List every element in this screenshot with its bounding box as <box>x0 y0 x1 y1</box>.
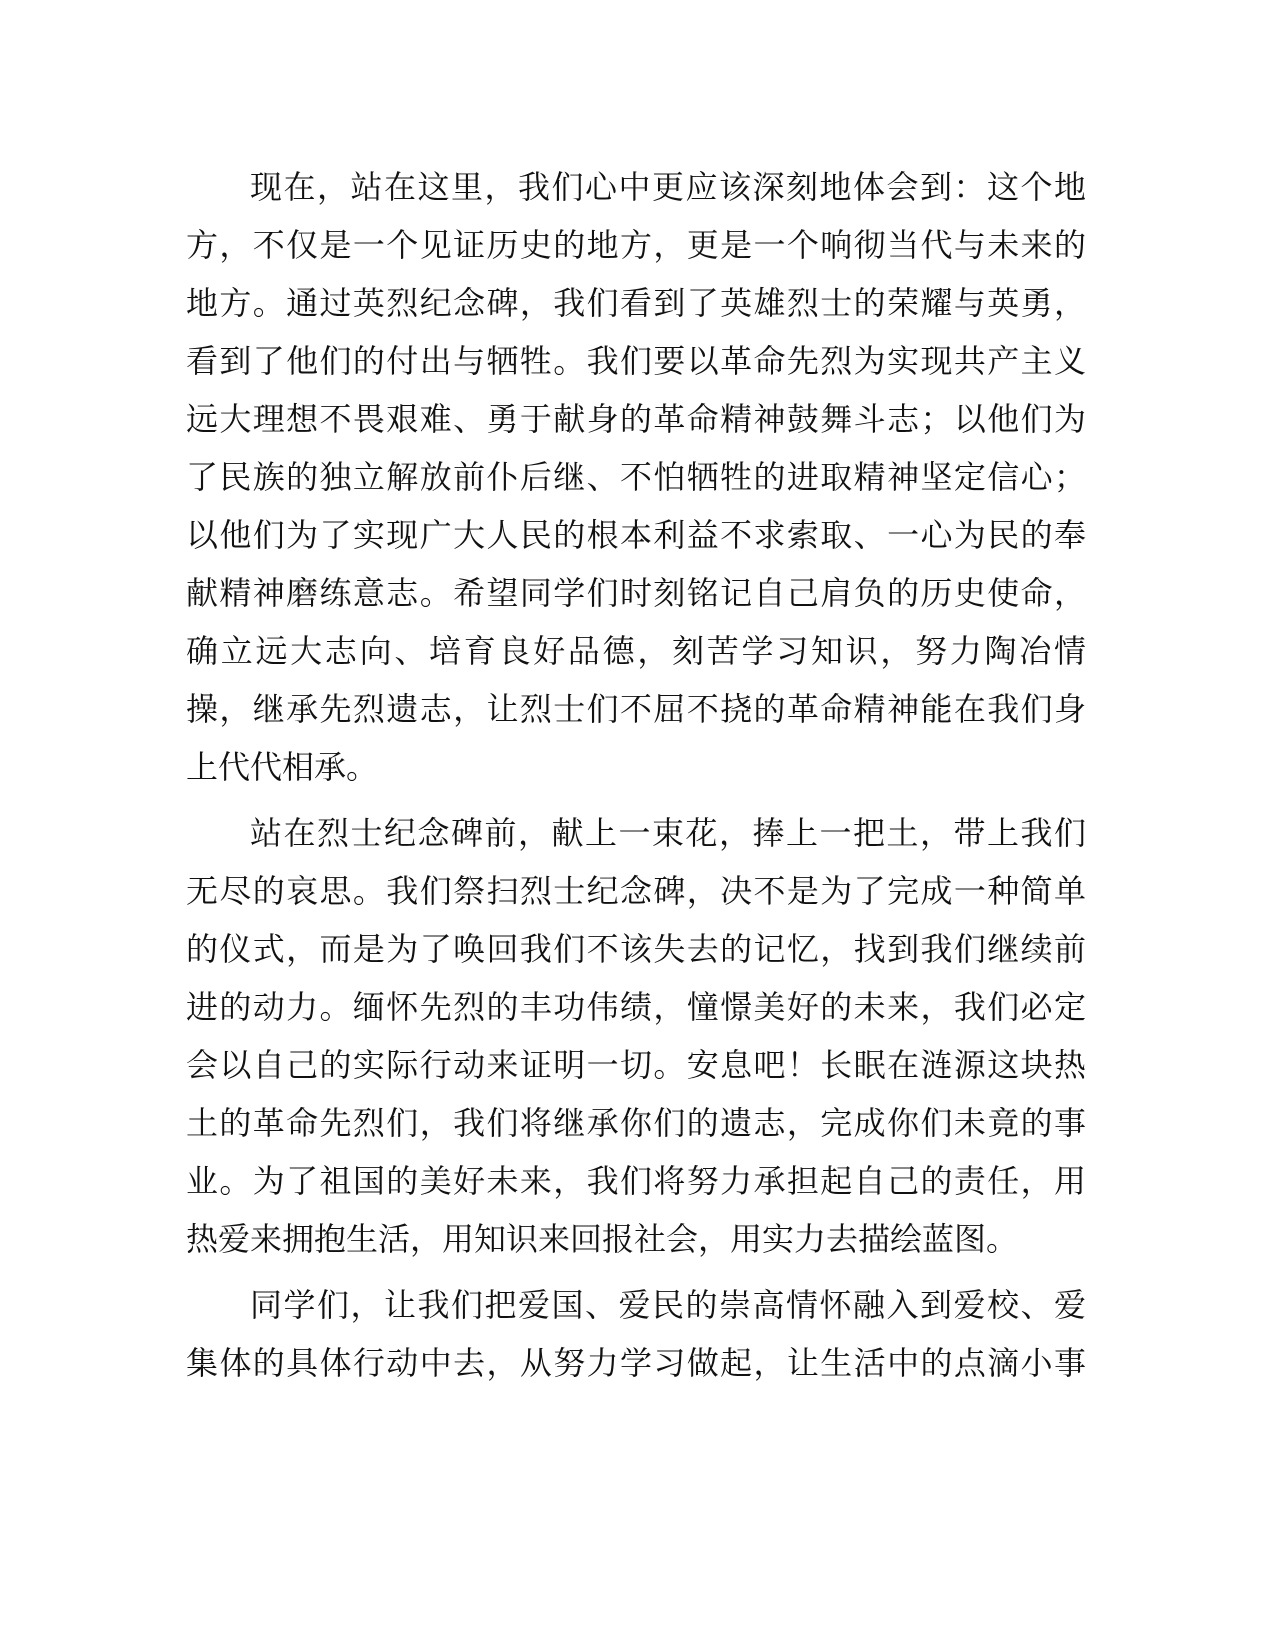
text-line: 的仪式，而是为了唤回我们不该失去的记忆，找到我们继续前 <box>186 930 1086 968</box>
text-line: 以他们为了实现广大人民的根本利益不求索取、一心为民的奉 <box>186 516 1086 554</box>
text-line: 热爱来拥抱生活，用知识来回报社会，用实力去描绘蓝图。 <box>186 1220 1019 1258</box>
text-line: 土的革命先烈们，我们将继承你们的遗志，完成你们未竟的事 <box>186 1104 1086 1142</box>
text-line: 同学们，让我们把爱国、爱民的崇高情怀融入到爱校、爱 <box>250 1286 1086 1324</box>
text-line: 确立远大志向、培育良好品德，刻苦学习知识，努力陶冶情 <box>186 632 1086 670</box>
text-line: 操，继承先烈遗志，让烈士们不屈不挠的革命精神能在我们身 <box>186 690 1086 728</box>
text-line: 业。为了祖国的美好未来，我们将努力承担起自己的责任，用 <box>186 1162 1086 1200</box>
text-line: 献精神磨练意志。希望同学们时刻铭记自己肩负的历史使命， <box>186 574 1086 612</box>
text-line: 现在，站在这里，我们心中更应该深刻地体会到：这个地 <box>250 168 1086 206</box>
document-body <box>186 158 1086 1400</box>
text-line: 站在烈士纪念碑前，献上一束花，捧上一把土，带上我们 <box>250 814 1086 852</box>
paragraph-1 <box>186 158 1086 796</box>
paragraph-3 <box>186 1276 1086 1392</box>
text-line: 方，不仅是一个见证历史的地方，更是一个响彻当代与未来的 <box>186 226 1086 264</box>
text-line: 远大理想不畏艰难、勇于献身的革命精神鼓舞斗志；以他们为 <box>186 400 1086 438</box>
text-line: 地方。通过英烈纪念碑，我们看到了英雄烈士的荣耀与英勇， <box>186 284 1086 322</box>
text-line: 集体的具体行动中去，从努力学习做起，让生活中的点滴小事 <box>186 1344 1086 1382</box>
text-line: 上代代相承。 <box>186 748 379 786</box>
paragraph-2 <box>186 804 1086 1268</box>
text-line: 了民族的独立解放前仆后继、不怕牺牲的进取精神坚定信心； <box>186 458 1086 496</box>
text-line: 无尽的哀思。我们祭扫烈士纪念碑，决不是为了完成一种简单 <box>186 872 1086 910</box>
text-line: 会以自己的实际行动来证明一切。安息吧！长眠在涟源这块热 <box>186 1046 1086 1084</box>
text-line: 看到了他们的付出与牺牲。我们要以革命先烈为实现共产主义 <box>186 342 1086 380</box>
text-line: 进的动力。缅怀先烈的丰功伟绩，憧憬美好的未来，我们必定 <box>186 988 1086 1026</box>
